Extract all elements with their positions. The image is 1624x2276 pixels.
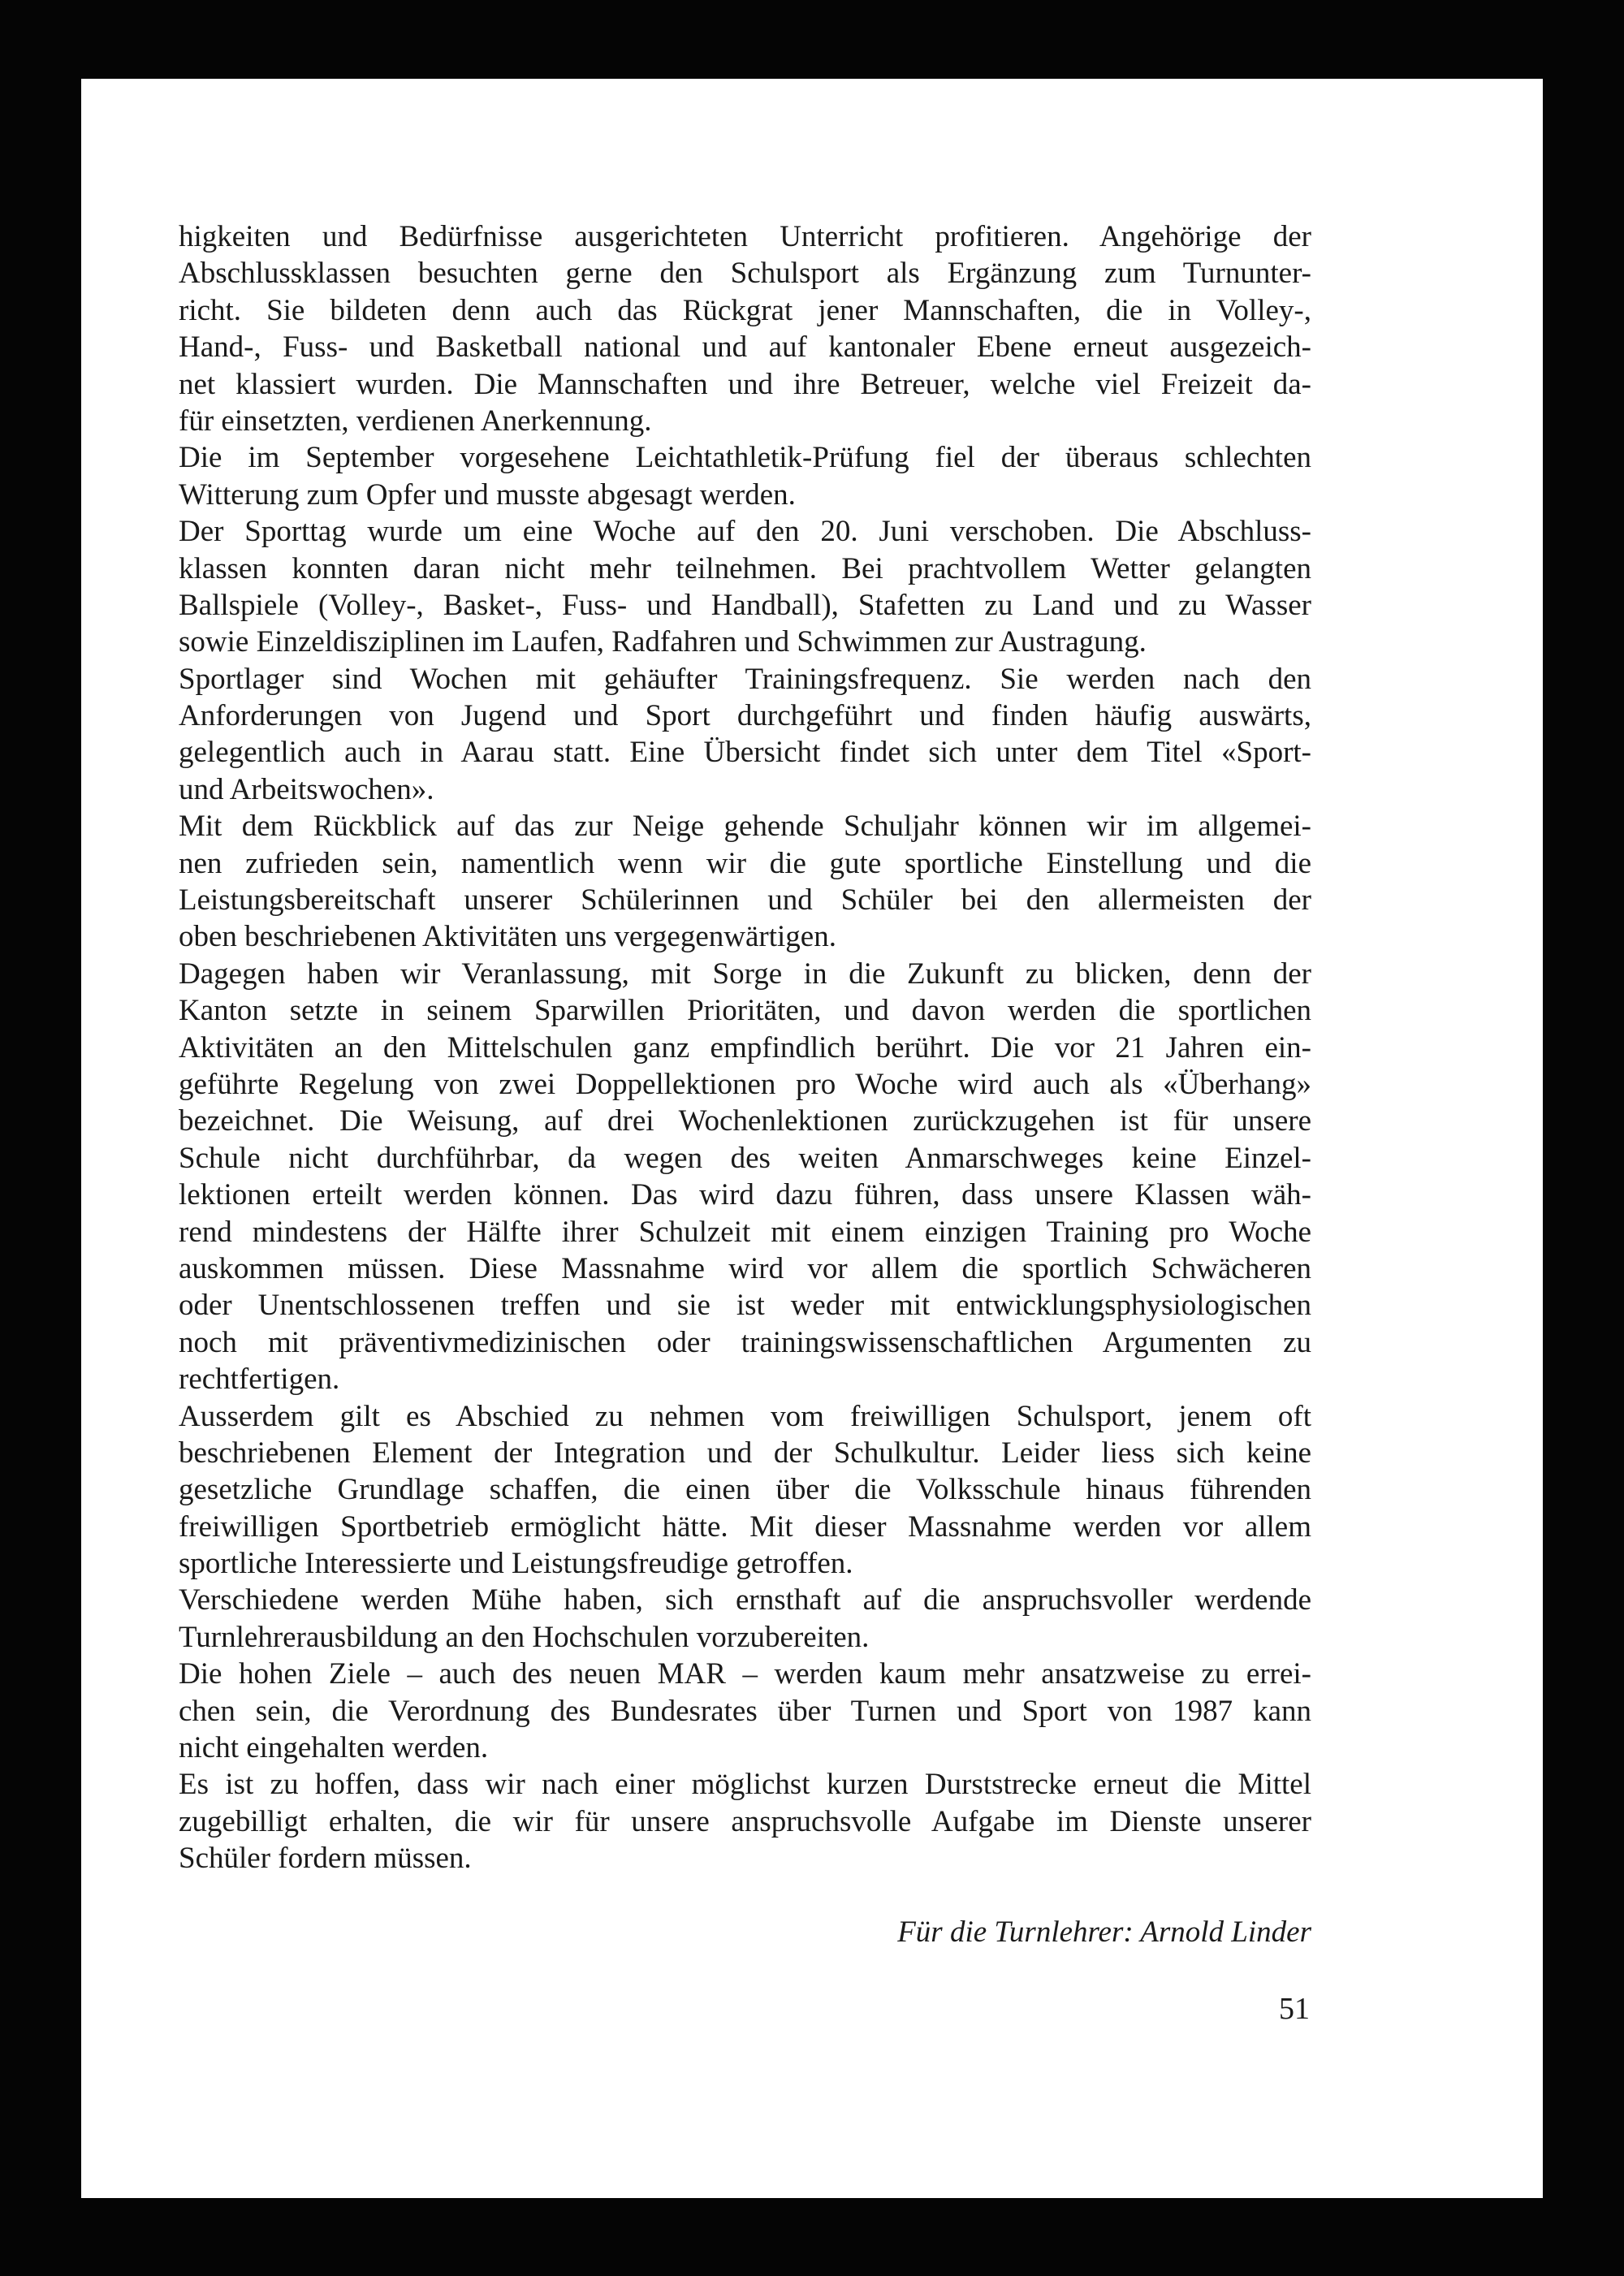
text-line: Hand-, Fuss- und Basketball national und auf kantonaler Ebene erneut ausgezeich- — [179, 330, 1311, 365]
paragraph — [179, 808, 1311, 956]
text-line: Kanton setzte in seinem Sparwillen Prioritäten, und davon werden die sportlichen — [179, 994, 1311, 1028]
paragraph — [179, 439, 1311, 513]
text-line: Abschlussklassen besuchten gerne den Schulsport als Ergänzung zum Turnunter- — [179, 257, 1311, 291]
text-line: Turnlehrerausbildung an den Hochschulen vorzubereiten. — [179, 1620, 870, 1654]
paragraph — [179, 1766, 1311, 1877]
text-line: Die im September vorgesehene Leichtathletik-Prüfung fiel der überaus schlechten — [179, 441, 1311, 475]
text-line: lektionen erteilt werden können. Das wird dazu führen, dass unsere Klassen wäh- — [179, 1178, 1311, 1212]
text-line: net klassiert wurden. Die Mannschaften und ihre Betreuer, welche viel Freizeit da- — [179, 367, 1311, 401]
text-line: richt. Sie bildeten denn auch das Rückgrat jener Mannschaften, die in Volley-, — [179, 293, 1311, 327]
paragraph — [179, 1582, 1311, 1656]
paragraph — [179, 1398, 1311, 1583]
text-line: Witterung zum Opfer und musste abgesagt werden. — [179, 477, 796, 512]
text-line: sowie Einzeldisziplinen im Laufen, Radfahren und Schwimmen zur Austragung. — [179, 625, 1147, 659]
document-page — [81, 79, 1543, 2198]
text-line: chen sein, die Verordnung des Bundesrates über Turnen und Sport von 1987 kann — [179, 1694, 1311, 1728]
text-line: Der Sporttag wurde um eine Woche auf den 20. Juni verschoben. Die Abschluss- — [179, 515, 1311, 549]
paragraph — [179, 513, 1311, 661]
text-line: beschriebenen Element der Integration und der Schulkultur. Leider liess sich keine — [179, 1436, 1311, 1470]
text-line: oben beschriebenen Aktivitäten uns vergegenwärtigen. — [179, 920, 836, 954]
text-line: sportliche Interessierte und Leistungsfreudige getroffen. — [179, 1547, 853, 1581]
text-line: rechtfertigen. — [179, 1363, 340, 1397]
text-line: Es ist zu hoffen, dass wir nach einer möglichst kurzen Durststrecke erneut die Mittel — [179, 1768, 1311, 1802]
signature: Für die Turnlehrer: Arnold Linder — [897, 1915, 1311, 1949]
text-line: Mit dem Rückblick auf das zur Neige gehende Schuljahr können wir im allgemei- — [179, 810, 1311, 844]
text-line: geführte Regelung von zwei Doppellektionen pro Woche wird auch als «Überhang» — [179, 1067, 1311, 1101]
text-line: nen zufrieden sein, namentlich wenn wir die gute sportliche Einstellung und die — [179, 846, 1311, 880]
body-text — [179, 218, 1311, 1877]
paragraph — [179, 218, 1311, 439]
text-line: auskommen müssen. Diese Massnahme wird vor allem die sportlich Schwächeren — [179, 1251, 1311, 1285]
paragraph — [179, 661, 1311, 809]
text-line: Dagegen haben wir Veranlassung, mit Sorge in die Zukunft zu blicken, denn der — [179, 957, 1311, 991]
text-line: Ausserdem gilt es Abschied zu nehmen vom freiwilligen Schulsport, jenem oft — [179, 1399, 1311, 1433]
text-line: Anforderungen von Jugend und Sport durchgeführt und finden häufig auswärts, — [179, 699, 1311, 733]
text-line: gesetzliche Grundlage schaffen, die einen über die Volksschule hinaus führenden — [179, 1473, 1311, 1507]
text-line: bezeichnet. Die Weisung, auf drei Wochenlektionen zurückzugehen ist für unsere — [179, 1104, 1311, 1138]
text-line: Schüler fordern müssen. — [179, 1842, 472, 1876]
text-line: zugebilligt erhalten, die wir für unsere anspruchsvolle Aufgabe im Dienste unserer — [179, 1804, 1311, 1838]
text-line: noch mit präventivmedizinischen oder trainingswissenschaftlichen Argumenten zu — [179, 1325, 1311, 1359]
text-line: Die hohen Ziele – auch des neuen MAR – werden kaum mehr ansatzweise zu errei- — [179, 1657, 1311, 1691]
text-line: nicht eingehalten werden. — [179, 1731, 489, 1765]
text-line: higkeiten und Bedürfnisse ausgerichteten Unterricht profitieren. Angehörige der — [179, 220, 1311, 253]
text-line: freiwilligen Sportbetrieb ermöglicht hätte. Mit dieser Massnahme werden vor allem — [179, 1509, 1311, 1544]
text-line: rend mindestens der Hälfte ihrer Schulzeit mit einem einzigen Training pro Woche — [179, 1215, 1311, 1249]
text-line: für einsetzten, verdienen Anerkennung. — [179, 404, 652, 438]
paragraph — [179, 1656, 1311, 1766]
text-line: Aktivitäten an den Mittelschulen ganz empfindlich berührt. Die vor 21 Jahren ein- — [179, 1030, 1311, 1065]
text-line: klassen konnten daran nicht mehr teilnehmen. Bei prachtvollem Wetter gelangten — [179, 551, 1311, 585]
text-line: und Arbeitswochen». — [179, 772, 434, 806]
page-number: 51 — [1279, 1992, 1310, 2026]
text-line: oder Unentschlossenen treffen und sie ist weder mit entwicklungsphysiologischen — [179, 1289, 1311, 1323]
paragraph — [179, 956, 1311, 1398]
text-line: Ballspiele (Volley-, Basket-, Fuss- und Handball), Stafetten zu Land und zu Wasser — [179, 588, 1311, 622]
text-line: Sportlager sind Wochen mit gehäufter Trainingsfrequenz. Sie werden nach den — [179, 662, 1311, 696]
text-line: Leistungsbereitschaft unserer Schülerinnen und Schüler bei den allermeisten der — [179, 883, 1311, 918]
text-line: Schule nicht durchführbar, da wegen des weiten Anmarschweges keine Einzel- — [179, 1141, 1311, 1175]
text-line: Verschiedene werden Mühe haben, sich ernsthaft auf die anspruchsvoller werdende — [179, 1583, 1311, 1617]
text-line: gelegentlich auch in Aarau statt. Eine Übersicht findet sich unter dem Titel «Sport- — [179, 736, 1311, 770]
